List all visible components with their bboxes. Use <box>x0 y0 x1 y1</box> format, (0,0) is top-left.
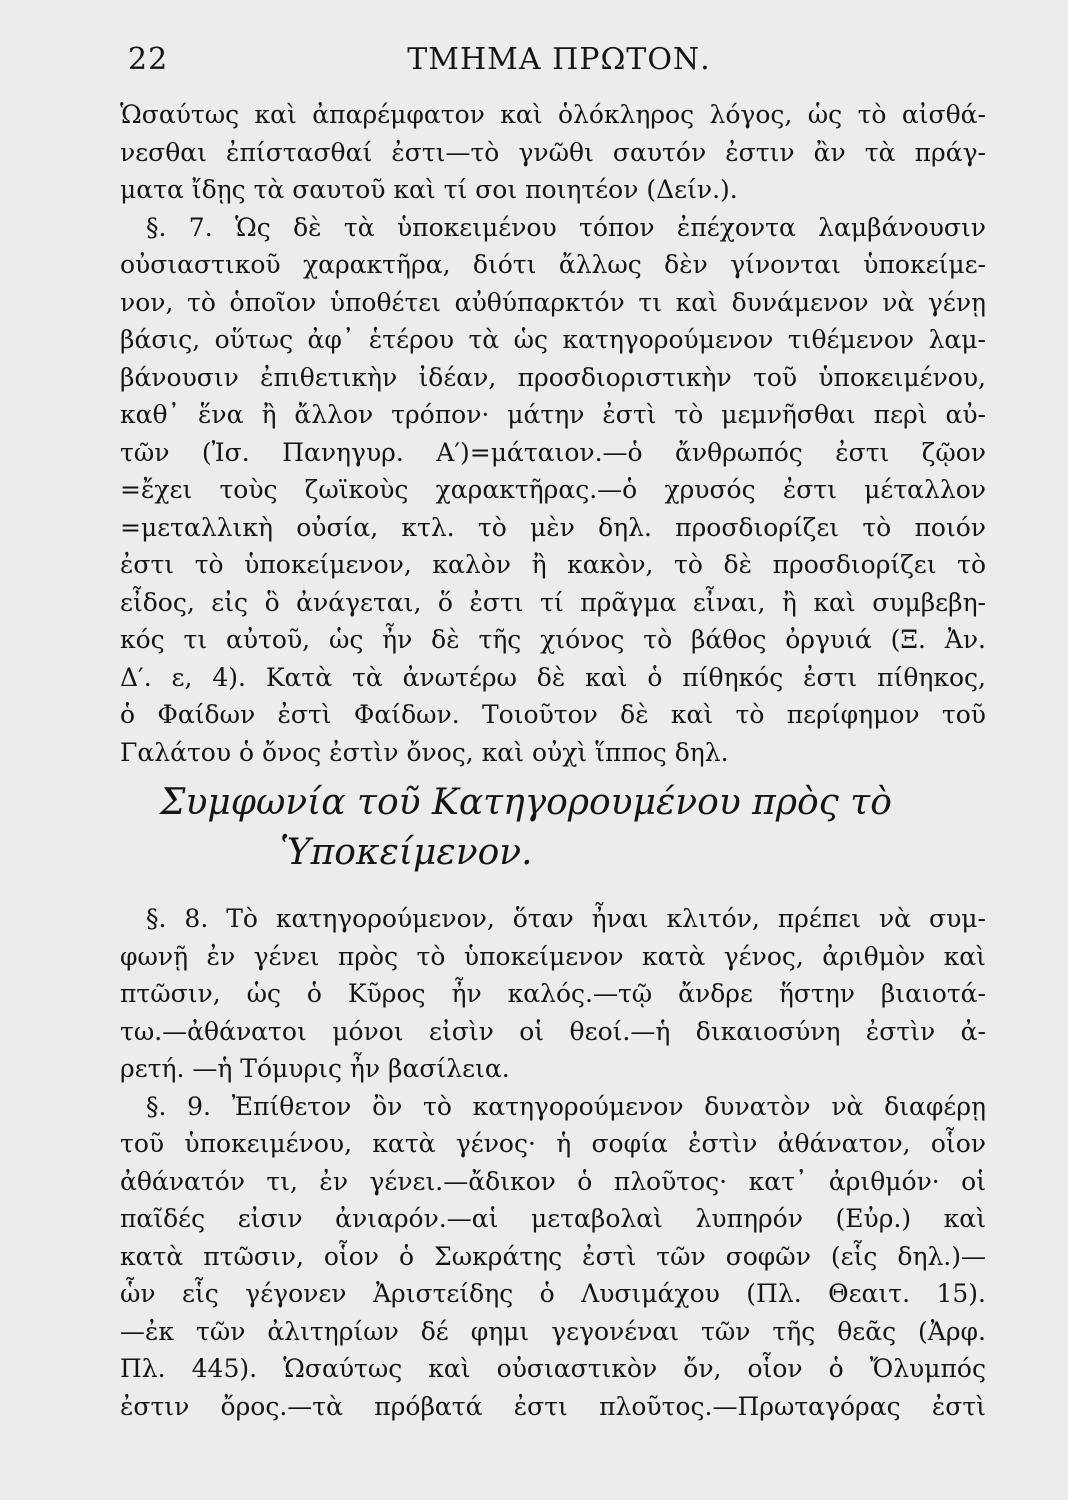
text-line: οὐσιαστικοῦ χαρακτῆρα, διότι ἄλλως δὲν γίνονται ὑποκείμε- <box>120 250 986 279</box>
text-line: νον, τὸ ὁποῖον ὑποθέτει αὐθύπαρκτόν τι καὶ δυνάμενον νὰ γένῃ <box>120 287 986 317</box>
text-line: ὧν εἷς γέγονεν Ἀριστείδης ὁ Λυσιμάχου (Πλ. Θεαιτ. 15). <box>120 1279 986 1308</box>
section-heading-line-2: Ὑποκείμενον. <box>280 832 533 873</box>
text-line: ρετή. —ἡ Τόμυρις ἦν βασίλεια. <box>120 1054 510 1083</box>
text-line: ἐστιν ὄρος.—τὰ πρόβατά ἐστι πλοῦτος.—Πρωταγόρας ἐστὶ <box>120 1391 986 1421</box>
text-line: τω.—ἀθάνατοι μόνοι εἰσὶν οἱ θεοί.—ἡ δικαιοσύνη ἐστὶν ἀ- <box>120 1016 986 1046</box>
section-heading-line-1: Συμφωνία τοῦ Κατηγορουμένου πρὸς τὸ <box>160 782 892 823</box>
page-number: 22 <box>128 42 169 77</box>
text-line: τῶν (Ἰσ. Πανηγυρ. Α′)=μάταιον.—ὁ ἄνθρωπός ἐστι ζῷον <box>120 437 986 467</box>
text-line: κατὰ πτῶσιν, οἷον ὁ Σωκράτης ἐστὶ τῶν σοφῶν (εἷς δηλ.)— <box>120 1241 986 1271</box>
running-title: ΤΜΗΜΑ ΠΡΩΤΟΝ. <box>407 42 711 77</box>
text-line: βάσις, οὕτως ἀφ᾽ ἑτέρου τὰ ὡς κατηγορούμενον τιθέμενον λαμ- <box>120 325 986 354</box>
text-line: παῖδές εἰσιν ἀνιαρόν.—αἱ μεταβολαὶ λυπηρόν (Εὐρ.) καὶ <box>120 1204 986 1233</box>
text-line: ματα ἴδῃς τὰ σαυτοῦ καὶ τί σοι ποιητέον (Δείν.). <box>120 175 738 204</box>
text-line: ἀθάνατόν τι, ἐν γένει.—ἄδικον ὁ πλοῦτος· κατ᾽ ἀριθμόν· οἱ <box>120 1166 986 1196</box>
text-line: κός τι αὐτοῦ, ὡς ἦν δὲ τῆς χιόνος τὸ βάθος ὀργυιά (Ξ. Ἀν. <box>120 625 986 654</box>
section-heading <box>160 778 960 878</box>
text-line: =μεταλλικὴ οὐσία, κτλ. τὸ μὲν δηλ. προσδιορίζει τὸ ποιόν <box>120 512 986 542</box>
text-line: νεσθαι ἐπίστασθαί ἐστι—τὸ γνῶθι σαυτόν ἐστιν ἂν τὰ πράγ- <box>120 137 986 167</box>
text-line: Ὡσαύτως καὶ ἀπαρέμφατον καὶ ὁλόκληρος λόγος, ὡς τὸ αἰσθά- <box>120 100 986 129</box>
section-8-start: §. 8. Τὸ κατηγορούμενον, ὅταν ἦναι κλιτόν, πρέπει νὰ συμ- <box>146 904 986 933</box>
running-head <box>128 38 990 88</box>
text-line: ἐστι τὸ ὑποκείμενον, καλὸν ἢ κακὸν, τὸ δὲ προσδιορίζει τὸ <box>120 550 986 579</box>
text-line: —ἐκ τῶν ἀλιτηρίων δέ φημι γεγονέναι τῶν τῆς θεᾶς (Ἀρφ. <box>120 1316 986 1346</box>
text-line: εἶδος, εἰς ὃ ἀνάγεται, ὅ ἐστι τί πρᾶγμα εἶναι, ἢ καὶ συμβεβη- <box>120 587 986 617</box>
text-line: =ἔχει τοὺς ζωϊκοὺς χαρακτῆρας.—ὁ χρυσός ἐστι μέταλλον <box>120 475 986 504</box>
section-9-start: §. 9. Ἐπίθετον ὂν τὸ κατηγορούμενον δυνατὸν νὰ διαφέρῃ <box>146 1091 986 1121</box>
text-line: καθ᾽ ἕνα ἢ ἄλλον τρόπον· μάτην ἐστὶ τὸ μεμνῆσθαι περὶ αὐ- <box>120 400 986 429</box>
text-line: φωνῇ ἐν γένει πρὸς τὸ ὑποκείμενον κατὰ γένος, ἀριθμὸν καὶ <box>120 941 986 971</box>
text-line: Δ′. ε, 4). Κατὰ τὰ ἀνωτέρω δὲ καὶ ὁ πίθηκός ἐστι πίθηκος, <box>120 662 986 692</box>
text-line: ὁ Φαίδων ἐστὶ Φαίδων. Τοιοῦτον δὲ καὶ τὸ περίφημον τοῦ <box>120 700 986 729</box>
text-line: Πλ. 445). Ὡσαύτως καὶ οὐσιαστικὸν ὄν, οἷον ὁ Ὄλυμπός <box>120 1354 986 1383</box>
text-line: βάνουσιν ἐπιθετικὴν ἰδέαν, προσδιοριστικὴν τοῦ ὑποκειμένου, <box>120 362 986 392</box>
text-line: τοῦ ὑποκειμένου, κατὰ γένος· ἡ σοφία ἐστὶν ἀθάνατον, οἷον <box>120 1129 986 1158</box>
text-line: Γαλάτου ὁ ὄνος ἐστὶν ὄνος, καὶ οὐχὶ ἵππος δηλ. <box>120 737 729 767</box>
section-7-start: §. 7. Ὡς δὲ τὰ ὑποκειμένου τόπον ἐπέχοντα λαμβάνουσιν <box>146 212 986 242</box>
text-line: πτῶσιν, ὡς ὁ Κῦρος ἦν καλός.—τῷ ἄνδρε ἥστην βιαιοτά- <box>120 979 986 1008</box>
paragraph-block-2 <box>120 900 986 1425</box>
paragraph-block-1 <box>120 96 986 771</box>
